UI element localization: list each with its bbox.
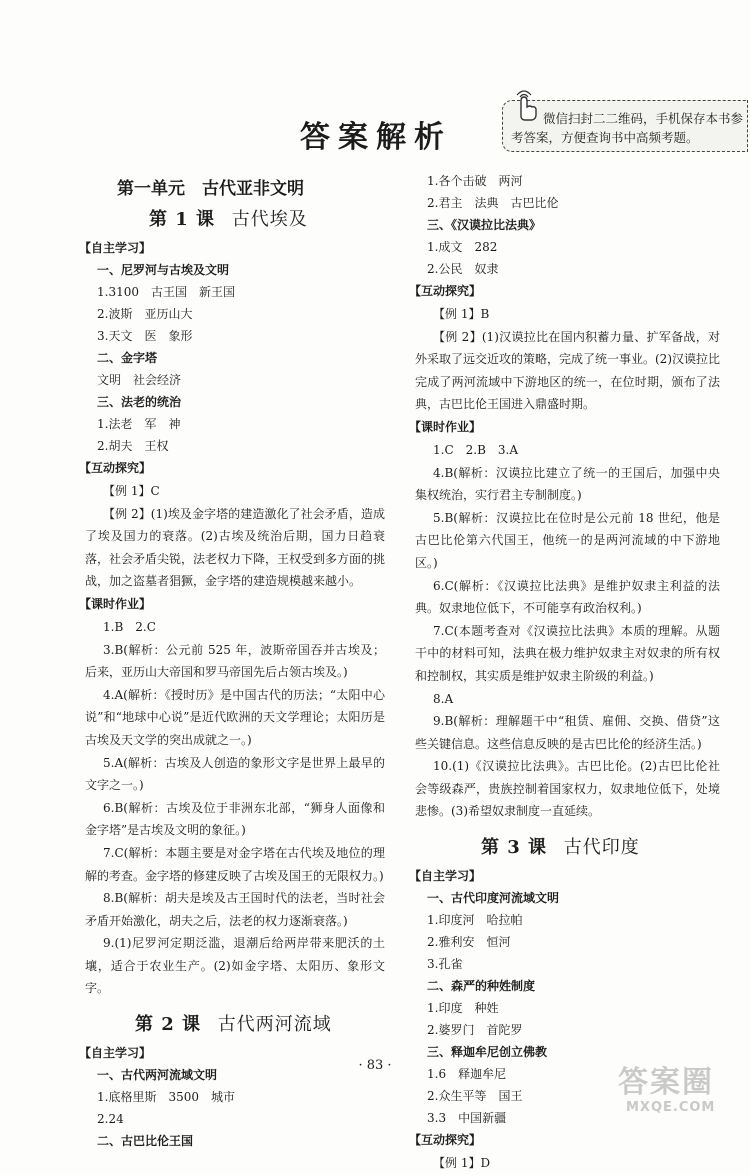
lesson-2-homework-tag: 【课时作业】 bbox=[409, 419, 482, 434]
homework-answer: 5.A(解析：古埃及人创造的象形文字是世界上最早的文字之一。) bbox=[85, 755, 385, 793]
homework-answer: 7.C(解析：本题主要是对金字塔在古代埃及地位的理解的考查。金字塔的修建反映了古埃及国王的无限权力。) bbox=[85, 845, 385, 883]
homework-answer: 9.(1)尼罗河定期泛滥，退潮后给两岸带来肥沃的土壤，适合于农业生产。(2)如金字塔、太阳历、象形文字。 bbox=[85, 936, 385, 996]
answer-line: 2.胡夫 王权 bbox=[97, 439, 169, 453]
unit-title: 第一单元 古代亚非文明 bbox=[117, 179, 304, 199]
answer-line: 2.君主 法典 古巴比伦 bbox=[427, 196, 559, 210]
left-column bbox=[79, 170, 386, 1152]
lesson-3-section-2: 二、森严的种姓制度 bbox=[427, 979, 536, 994]
homework-answer: 6.C(解析：《汉谟拉比法典》是维护奴隶主利益的法典。奴隶地位低下，不可能享有政治权利。) bbox=[415, 578, 720, 616]
answer-line: 1.法老 军 神 bbox=[97, 417, 181, 431]
homework-answer: 4.A(解析：《授时历》是中国古代的历法；“太阳中心说”和“地球中心说”是近代欧洲的天文学理论；太阳历是古埃及天文学的突出成就之一。) bbox=[85, 687, 385, 747]
answer-line: 3.天文 医 象形 bbox=[97, 329, 193, 343]
lesson-3-explore-tag: 【互动探究】 bbox=[409, 1133, 482, 1148]
answer-line: 1.6 释迦牟尼 bbox=[427, 1067, 507, 1082]
lesson-1-self-study-tag: 【自主学习】 bbox=[79, 241, 152, 255]
lesson-3-title bbox=[481, 833, 720, 859]
lesson-1-number: 第 1 课 bbox=[149, 209, 216, 230]
answer-line: 2.公民 奴隶 bbox=[427, 262, 499, 276]
lesson-1-explore-tag: 【互动探究】 bbox=[79, 461, 152, 475]
homework-answer: 6.B(解析：古埃及位于非洲东北部，“狮身人面像和金字塔”是古埃及文明的象征。) bbox=[85, 800, 385, 838]
site-watermark bbox=[618, 1066, 746, 1120]
lesson-3-number: 第 3 课 bbox=[481, 837, 548, 859]
example-answer: 【例 1】B bbox=[433, 307, 490, 321]
homework-answer: 8.B(解析：胡夫是埃及古王国时代的法老，当时社会矛盾开始激化，胡夫之后，法老的权力逐渐衰落。) bbox=[85, 891, 385, 928]
homework-answer: 3.B(解析：公元前 525 年，波斯帝国吞并古埃及；后来，亚历山大帝国和罗马帝国先后占领古埃及。) bbox=[85, 642, 385, 680]
answer-line: 1.3100 古王国 新王国 bbox=[97, 285, 235, 299]
page-number: · 83 · bbox=[358, 1058, 392, 1073]
homework-answer: 10.(1)《汉谟拉比法典》。古巴比伦。(2)古巴比伦社会等级森严，贵族控制着国家权力，奴隶地位低下，处境悲惨。(3)希望奴隶制度一直延续。 bbox=[415, 759, 720, 819]
lesson-3-self-study-tag: 【自主学习】 bbox=[409, 869, 482, 884]
lesson-3-section-3: 三、释迦牟尼创立佛教 bbox=[427, 1045, 548, 1060]
homework-answer: 7.C(本题考查对《汉谟拉比法典》本质的理解。从题干中的材料可知，法典在极力维护奴隶主对奴隶的所有权和控制权，其实质是维护奴隶主阶级的利益。) bbox=[415, 623, 720, 683]
lesson-1-section-3: 三、法老的统治 bbox=[97, 395, 182, 409]
answer-line: 2.24 bbox=[97, 1112, 124, 1127]
lesson-2-name: 古代两河流域 bbox=[217, 1014, 332, 1036]
lesson-1-section-2: 二、金字塔 bbox=[97, 351, 158, 365]
answer-line: 2.波斯 亚历山大 bbox=[97, 307, 193, 321]
page-title: 答案解析 bbox=[300, 120, 452, 155]
example-answer: 【例 2】(1)汉谟拉比在国内积蓄力量、扩军备战，对外采取了远交近攻的策略，完成了统一事业。(2)汉谟拉比完成了两河流域中下游地区的统一，在位时期，颁布了法典，古巴比伦王国进入鼎盛时期。 bbox=[415, 329, 721, 412]
answer-line: 2.婆罗门 首陀罗 bbox=[427, 1023, 523, 1038]
watermark-url: MXQE.COM bbox=[626, 1100, 716, 1115]
lesson-1-section-1: 一、尼罗河与古埃及文明 bbox=[97, 263, 230, 277]
answer-line: 3.3 中国新疆 bbox=[427, 1111, 507, 1126]
homework-answer: 9.B(解析：理解题干中“租赁、雇佣、交换、借贷”这些关键信息。这些信息反映的是古巴比伦的经济生活。) bbox=[415, 714, 720, 751]
lesson-3-section-1: 一、古代印度河流域文明 bbox=[427, 891, 560, 906]
lesson-2-section-1: 一、古代两河流域文明 bbox=[97, 1068, 218, 1083]
homework-answer: 8.A bbox=[433, 691, 454, 706]
answer-line: 2.雅利安 恒河 bbox=[427, 935, 511, 950]
lesson-2-self-study-tag: 【自主学习】 bbox=[79, 1046, 152, 1061]
answer-line: 3.孔雀 bbox=[427, 957, 463, 972]
lesson-2-number: 第 2 课 bbox=[135, 1014, 202, 1036]
homework-answer: 5.B(解析：汉谟拉比在位时是公元前 18 世纪，他是古巴比伦第六代国王，他统一的是两河流域的中下游地区。) bbox=[415, 510, 720, 570]
lesson-1-title bbox=[149, 205, 385, 231]
lesson-3-name: 古代印度 bbox=[563, 837, 640, 859]
right-column bbox=[409, 170, 721, 1175]
example-answer: 【例 1】C bbox=[103, 484, 160, 498]
lesson-2-section-3: 三、《汉谟拉比法典》 bbox=[427, 218, 542, 232]
homework-answer: 1.B 2.C bbox=[103, 619, 156, 634]
qr-note-text: 微信扫封二二维码，手机保存本书参考答案，方便查询书中高频考题。 bbox=[511, 111, 744, 145]
watermark-main: 答案圈 bbox=[618, 1065, 714, 1100]
lesson-1-homework-tag: 【课时作业】 bbox=[79, 596, 152, 611]
answer-line: 1.印度河 哈拉帕 bbox=[427, 913, 523, 928]
answer-line: 1.底格里斯 3500 城市 bbox=[97, 1090, 235, 1105]
answer-line: 1.印度 种姓 bbox=[427, 1001, 499, 1016]
lesson-2-title bbox=[135, 1010, 385, 1036]
lesson-1-name: 古代埃及 bbox=[231, 209, 308, 230]
answer-line: 文明 社会经济 bbox=[97, 373, 182, 387]
answer-line: 1.各个击破 两河 bbox=[427, 174, 523, 188]
example-answer: 【例 2】(1)埃及金字塔的建造激化了社会矛盾，造成了埃及国力的衰落。(2)古埃及统治后期，国力日趋衰落，社会矛盾尖锐，法老权力下降，王权受到多方面的挑战，加之盗墓者猖獗，金字塔的建造规模越来越小。 bbox=[85, 506, 386, 589]
lesson-2-section-2: 二、古巴比伦王国 bbox=[97, 1134, 194, 1149]
answer-line: 1.成文 282 bbox=[427, 240, 498, 254]
lesson-2-explore-tag: 【互动探究】 bbox=[409, 284, 482, 298]
homework-answer: 4.B(解析：汉谟拉比建立了统一的王国后，加强中央集权统治，实行君主专制制度。) bbox=[415, 465, 720, 503]
homework-answer: 1.C 2.B 3.A bbox=[433, 442, 519, 457]
answer-line: 2.众生平等 国王 bbox=[427, 1089, 523, 1104]
qr-note-box bbox=[502, 100, 748, 152]
example-answer: 【例 1】D bbox=[433, 1156, 491, 1171]
